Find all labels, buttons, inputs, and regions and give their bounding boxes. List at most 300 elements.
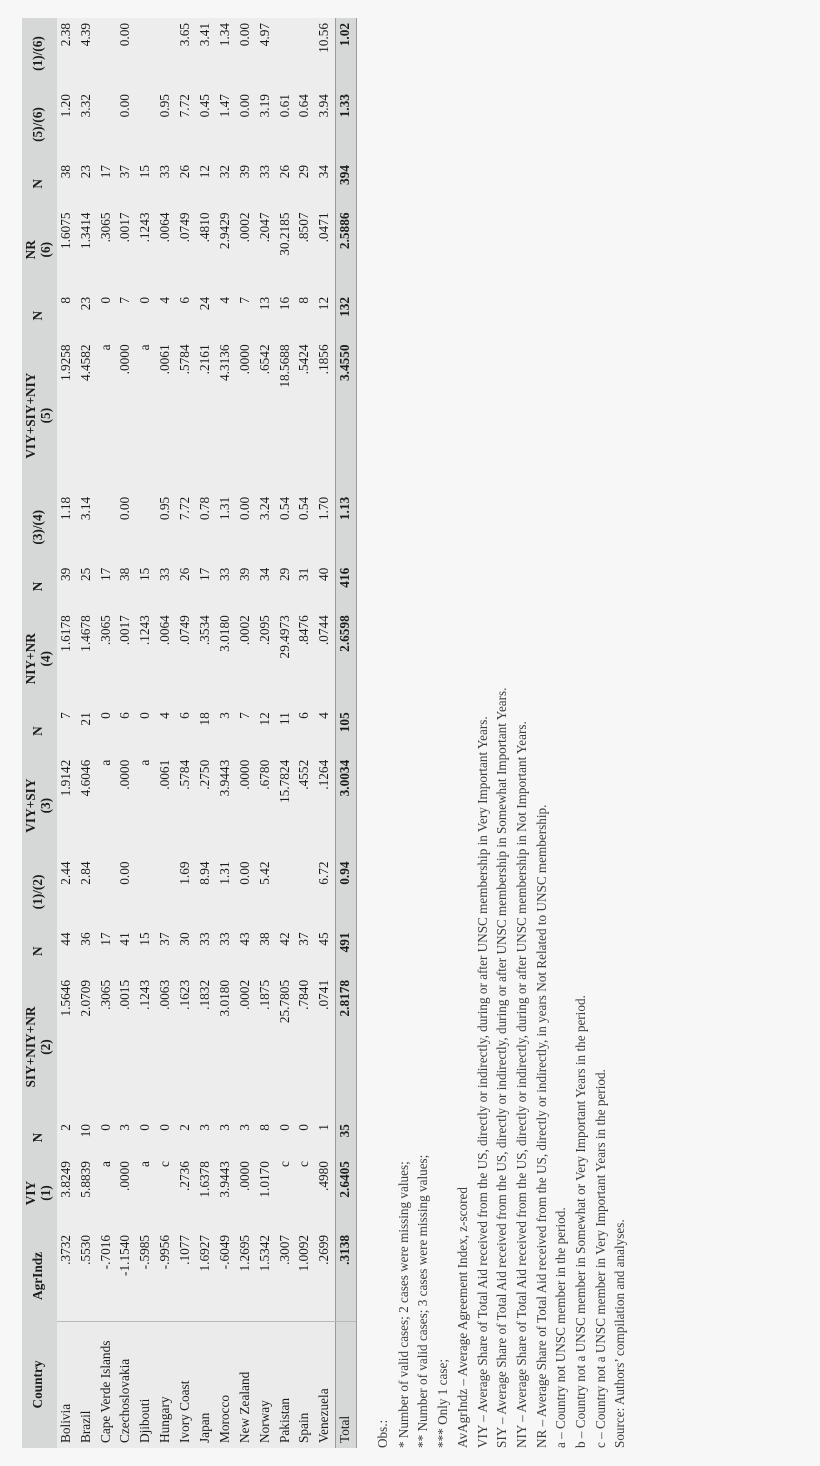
cell-r12: 2.84 — [77, 857, 97, 928]
cell-siy_niy_nr: .7840 — [295, 975, 315, 1119]
cell-country: New Zealand — [236, 1322, 256, 1448]
table-row — [116, 18, 136, 1448]
note-line: NIY – Average Share of Total Aid received from the US, directly or indirectly, during or after UNSC membership in Not Important Years. — [513, 721, 529, 1448]
cell-r12: 5.42 — [256, 857, 276, 928]
cell-n2: 45 — [315, 927, 335, 975]
cell-nr: 2.5886 — [336, 208, 357, 292]
cell-r56: 3.19 — [256, 89, 276, 160]
col-header-nr-label: NR — [23, 240, 38, 260]
cell-niy_nr: 1.6178 — [57, 610, 77, 707]
col-header-viy-num: (1) — [37, 1185, 53, 1201]
cell-niy_nr: .1243 — [136, 610, 156, 707]
cell-r16: 4.97 — [256, 18, 276, 89]
note-line: Source: Authors’ compilation and analyses. — [612, 1219, 628, 1448]
col-header-n6 — [22, 160, 57, 208]
cell-n4: 416 — [336, 563, 357, 611]
cell-r56: 0.00 — [116, 89, 136, 160]
col-header-siy-niy-nr-num: (2) — [37, 1039, 53, 1055]
cell-n6: 12 — [196, 160, 216, 208]
cell-n1: 0 — [276, 1119, 296, 1156]
cell-n6: 37 — [116, 160, 136, 208]
cell-n5: 23 — [77, 292, 97, 340]
cell-n1: 0 — [97, 1119, 117, 1156]
cell-n1: 3 — [196, 1119, 216, 1156]
cell-n5: 6 — [176, 292, 196, 340]
cell-n6: 394 — [336, 160, 357, 208]
cell-country: Ivory Coast — [176, 1322, 196, 1448]
table-row — [97, 18, 117, 1448]
cell-n4: 40 — [315, 563, 335, 611]
cell-viy: .4980 — [315, 1156, 335, 1230]
cell-n4: 39 — [236, 563, 256, 611]
cell-n4: 38 — [116, 563, 136, 611]
cell-niy_nr: .3065 — [97, 610, 117, 707]
cell-siy_niy_nr: 25.7805 — [276, 975, 296, 1119]
table-row — [136, 18, 156, 1448]
cell-viy: .0000 — [236, 1156, 256, 1230]
cell-n6: 39 — [236, 160, 256, 208]
col-header-viy — [22, 1156, 57, 1230]
col-header-niy-nr-label: NIY+NR — [23, 633, 38, 685]
cell-r56: 0.64 — [295, 89, 315, 160]
col-header-ratio-3-4-label: (3)/(4) — [30, 509, 46, 545]
note-line: *** Only 1 case; — [435, 1359, 451, 1448]
cell-n2: 41 — [116, 927, 136, 975]
cell-r56 — [97, 89, 117, 160]
table-row — [295, 18, 315, 1448]
cell-siy_niy_nr: .0002 — [236, 975, 256, 1119]
cell-niy_nr: .0749 — [176, 610, 196, 707]
cell-country: Morocco — [216, 1322, 236, 1448]
col-header-ratio-1-6-label: (1)/(6) — [30, 36, 46, 71]
cell-nr: .0471 — [315, 208, 335, 292]
cell-r12 — [156, 857, 176, 928]
cell-r16: 1.02 — [336, 18, 357, 89]
cell-n2: 17 — [97, 927, 117, 975]
table-row — [276, 18, 296, 1448]
cell-agrindz: -1.1540 — [116, 1230, 136, 1322]
cell-n6: 17 — [97, 160, 117, 208]
cell-r56: 0.45 — [196, 89, 216, 160]
cell-n6: 26 — [276, 160, 296, 208]
cell-niy_nr: .2095 — [256, 610, 276, 707]
cell-n6: 29 — [295, 160, 315, 208]
cell-niy_nr: 1.4678 — [77, 610, 97, 707]
cell-n2: 43 — [236, 927, 256, 975]
cell-n4: 29 — [276, 563, 296, 611]
cell-n1: 0 — [295, 1119, 315, 1156]
cell-niy_nr: 2.6598 — [336, 610, 357, 707]
table-row — [77, 18, 97, 1448]
cell-r34: 3.24 — [256, 492, 276, 563]
aid-unsc-table — [22, 18, 357, 1448]
col-header-viy-siy-niy — [22, 339, 57, 491]
cell-n4: 31 — [295, 563, 315, 611]
cell-n4: 33 — [216, 563, 236, 611]
cell-n5: 0 — [97, 292, 117, 340]
note-line: a – Country not UNSC member in the period. — [553, 1207, 569, 1448]
cell-agrindz: 1.2695 — [236, 1230, 256, 1322]
cell-n6: 32 — [216, 160, 236, 208]
cell-n1: 10 — [77, 1119, 97, 1156]
cell-country: Japan — [196, 1322, 216, 1448]
cell-agrindz: -.5985 — [136, 1230, 156, 1322]
cell-r16: 0.00 — [236, 18, 256, 89]
cell-n2: 33 — [216, 927, 236, 975]
cell-n3: 7 — [57, 707, 77, 755]
cell-r34: 0.78 — [196, 492, 216, 563]
cell-agrindz: 1.5342 — [256, 1230, 276, 1322]
cell-agrindz: .1077 — [176, 1230, 196, 1322]
col-header-siy-niy-nr-label: SIY+NIY+NR — [23, 1006, 38, 1088]
cell-niy_nr: .0002 — [236, 610, 256, 707]
cell-r34: 0.95 — [156, 492, 176, 563]
cell-viy_siy_niy: 4.3136 — [216, 339, 236, 491]
cell-r34 — [136, 492, 156, 563]
cell-nr: .3065 — [97, 208, 117, 292]
cell-r34: 1.13 — [336, 492, 357, 563]
cell-r12: 8.94 — [196, 857, 216, 928]
cell-r16 — [295, 18, 315, 89]
cell-n3: 18 — [196, 707, 216, 755]
col-header-n3 — [22, 707, 57, 755]
cell-n4: 34 — [256, 563, 276, 611]
cell-n1: 8 — [256, 1119, 276, 1156]
cell-nr: .4810 — [196, 208, 216, 292]
col-header-viy-siy-label: VIY+SIY — [23, 778, 38, 833]
cell-country: Brazil — [77, 1322, 97, 1448]
col-header-n1-label: N — [30, 1132, 46, 1143]
cell-r34: 1.31 — [216, 492, 236, 563]
cell-nr: .2047 — [256, 208, 276, 292]
note-line: * Number of valid cases; 2 cases were missing values; — [395, 1161, 411, 1448]
cell-agrindz: .3138 — [336, 1230, 357, 1322]
cell-viy_siy_niy: .0061 — [156, 339, 176, 491]
cell-n5: 24 — [196, 292, 216, 340]
cell-agrindz: .3732 — [57, 1230, 77, 1322]
cell-country: Pakistan — [276, 1322, 296, 1448]
cell-country: Total — [336, 1322, 357, 1448]
cell-n2: 37 — [156, 927, 176, 975]
col-header-nr-num: (6) — [37, 241, 53, 258]
cell-nr: .8507 — [295, 208, 315, 292]
cell-n5: 132 — [336, 292, 357, 340]
cell-r12 — [295, 857, 315, 928]
cell-agrindz: .5530 — [77, 1230, 97, 1322]
cell-siy_niy_nr: .0063 — [156, 975, 176, 1119]
cell-viy_siy: a — [136, 755, 156, 857]
cell-n1: 2 — [176, 1119, 196, 1156]
cell-n2: 44 — [57, 927, 77, 975]
col-header-agrindz — [22, 1230, 57, 1322]
col-header-n4-label: N — [30, 581, 46, 592]
cell-r16: 1.34 — [216, 18, 236, 89]
cell-nr: .1243 — [136, 208, 156, 292]
cell-viy: 3.8249 — [57, 1156, 77, 1230]
cell-viy_siy: .0000 — [116, 755, 136, 857]
cell-viy_siy: a — [97, 755, 117, 857]
cell-n4: 39 — [57, 563, 77, 611]
cell-r12 — [136, 857, 156, 928]
col-header-niy-nr-num: (4) — [37, 651, 53, 667]
cell-r56: 0.00 — [236, 89, 256, 160]
cell-viy_siy_niy: .0000 — [116, 339, 136, 491]
cell-r34: 3.14 — [77, 492, 97, 563]
cell-viy: 2.6405 — [336, 1156, 357, 1230]
cell-r34: 1.18 — [57, 492, 77, 563]
cell-siy_niy_nr: 2.0709 — [77, 975, 97, 1119]
cell-n1: 3 — [216, 1119, 236, 1156]
cell-niy_nr: 29.4973 — [276, 610, 296, 707]
cell-n5: 4 — [216, 292, 236, 340]
cell-n6: 23 — [77, 160, 97, 208]
cell-siy_niy_nr: .1832 — [196, 975, 216, 1119]
cell-n3: 6 — [295, 707, 315, 755]
cell-r16: 4.39 — [77, 18, 97, 89]
table-body — [57, 18, 357, 1448]
cell-r16: 10.56 — [315, 18, 335, 89]
cell-n3: 6 — [176, 707, 196, 755]
cell-viy_siy: .6780 — [256, 755, 276, 857]
cell-nr: 2.9429 — [216, 208, 236, 292]
cell-n2: 491 — [336, 927, 357, 975]
cell-r16 — [276, 18, 296, 89]
col-header-ratio-3-4 — [22, 492, 57, 563]
cell-siy_niy_nr: 2.8178 — [336, 975, 357, 1119]
cell-agrindz: .2699 — [315, 1230, 335, 1322]
cell-n5: 13 — [256, 292, 276, 340]
cell-viy: 1.0170 — [256, 1156, 276, 1230]
cell-r34: 0.00 — [236, 492, 256, 563]
cell-r34: 0.54 — [295, 492, 315, 563]
cell-viy_siy: .4552 — [295, 755, 315, 857]
cell-niy_nr: .0017 — [116, 610, 136, 707]
cell-r34: 0.54 — [276, 492, 296, 563]
cell-country: Norway — [256, 1322, 276, 1448]
col-header-n3-label: N — [30, 726, 46, 736]
col-header-viy-siy-num: (3) — [37, 797, 53, 814]
cell-viy_siy: .0061 — [156, 755, 176, 857]
cell-n2: 42 — [276, 927, 296, 975]
cell-r16: 0.00 — [116, 18, 136, 89]
cell-agrindz: -.7016 — [97, 1230, 117, 1322]
cell-siy_niy_nr: .1243 — [136, 975, 156, 1119]
header-row — [22, 18, 57, 1448]
col-header-viy-siy — [22, 755, 57, 857]
cell-viy: .2736 — [176, 1156, 196, 1230]
cell-r56: 0.61 — [276, 89, 296, 160]
col-header-agrindz-label: AgrIndz — [30, 1251, 46, 1300]
cell-viy_siy_niy: .0000 — [236, 339, 256, 491]
cell-n1: 2 — [57, 1119, 77, 1156]
cell-nr: .0064 — [156, 208, 176, 292]
cell-r12: 1.31 — [216, 857, 236, 928]
cell-viy_siy: 15.7824 — [276, 755, 296, 857]
cell-r56: 1.20 — [57, 89, 77, 160]
cell-n6: 26 — [176, 160, 196, 208]
cell-n2: 38 — [256, 927, 276, 975]
cell-r12: 1.69 — [176, 857, 196, 928]
cell-viy_siy_niy: .6542 — [256, 339, 276, 491]
cell-r56: 0.95 — [156, 89, 176, 160]
note-line: c – Country not a UNSC member in Very Important Years in the period. — [592, 1069, 608, 1448]
cell-viy_siy_niy: a — [136, 339, 156, 491]
cell-n5: 8 — [295, 292, 315, 340]
cell-r12: 0.94 — [336, 857, 357, 928]
cell-viy_siy_niy: 18.5688 — [276, 339, 296, 491]
cell-agrindz: .3007 — [276, 1230, 296, 1322]
note-line: SIY – Average Share of Total Aid received from the US, directly or indirectly, during or after UNSC membership in Somewhat Important Years. — [494, 687, 510, 1448]
cell-r56: 3.94 — [315, 89, 335, 160]
cell-r16 — [136, 18, 156, 89]
col-header-viy-label: VIY — [23, 1180, 38, 1206]
table-row — [57, 18, 77, 1448]
cell-n4: 17 — [196, 563, 216, 611]
cell-viy_siy_niy: .5784 — [176, 339, 196, 491]
cell-country: Spain — [295, 1322, 315, 1448]
cell-nr: 1.6075 — [57, 208, 77, 292]
cell-r16: 3.41 — [196, 18, 216, 89]
cell-siy_niy_nr: 1.5646 — [57, 975, 77, 1119]
cell-r16: 3.65 — [176, 18, 196, 89]
cell-country: Hungary — [156, 1322, 176, 1448]
cell-r34 — [97, 492, 117, 563]
cell-n3: 3 — [216, 707, 236, 755]
cell-r12: 0.00 — [116, 857, 136, 928]
cell-n1: 1 — [315, 1119, 335, 1156]
cell-viy: c — [276, 1156, 296, 1230]
cell-n1: 0 — [156, 1119, 176, 1156]
table-row — [216, 18, 236, 1448]
notes-title: Obs.: — [375, 1419, 391, 1448]
cell-country: Venezuela — [315, 1322, 335, 1448]
col-header-n2-label: N — [30, 946, 46, 956]
table-sheet — [22, 18, 630, 1448]
cell-nr: .0002 — [236, 208, 256, 292]
cell-r12: 6.72 — [315, 857, 335, 928]
col-header-country — [22, 1322, 57, 1448]
cell-viy_siy: 3.9443 — [216, 755, 236, 857]
cell-country: Bolivia — [57, 1322, 77, 1448]
col-header-niy-nr — [22, 610, 57, 707]
cell-nr: 1.3414 — [77, 208, 97, 292]
cell-viy_siy_niy: .1856 — [315, 339, 335, 491]
cell-viy_siy: .2750 — [196, 755, 216, 857]
col-header-ratio-5-6 — [22, 89, 57, 160]
cell-r56: 1.47 — [216, 89, 236, 160]
table-notes — [373, 18, 630, 1448]
cell-agrindz: -.6049 — [216, 1230, 236, 1322]
notes-list — [394, 18, 630, 1448]
cell-siy_niy_nr: 3.0180 — [216, 975, 236, 1119]
col-header-ratio-1-6 — [22, 18, 57, 89]
cell-viy: c — [295, 1156, 315, 1230]
cell-r12 — [276, 857, 296, 928]
cell-n5: 7 — [116, 292, 136, 340]
cell-n4: 25 — [77, 563, 97, 611]
cell-viy_siy_niy: .2161 — [196, 339, 216, 491]
cell-viy_siy: .1264 — [315, 755, 335, 857]
table-header — [22, 18, 57, 1448]
cell-r56 — [136, 89, 156, 160]
cell-n3: 4 — [315, 707, 335, 755]
col-header-siy-niy-nr — [22, 975, 57, 1119]
cell-n5: 16 — [276, 292, 296, 340]
cell-n3: 6 — [116, 707, 136, 755]
cell-r34: 7.72 — [176, 492, 196, 563]
cell-siy_niy_nr: .1875 — [256, 975, 276, 1119]
cell-niy_nr: .0744 — [315, 610, 335, 707]
cell-n6: 15 — [136, 160, 156, 208]
col-header-n2 — [22, 927, 57, 975]
cell-niy_nr: .8476 — [295, 610, 315, 707]
cell-agrindz: 1.0092 — [295, 1230, 315, 1322]
cell-n3: 4 — [156, 707, 176, 755]
cell-n2: 37 — [295, 927, 315, 975]
col-header-viy-siy-niy-label: VIY+SIY+NIY — [23, 372, 38, 459]
cell-viy_siy: 4.6046 — [77, 755, 97, 857]
cell-n1: 3 — [236, 1119, 256, 1156]
cell-country: Djibouti — [136, 1322, 156, 1448]
cell-r16 — [156, 18, 176, 89]
cell-n5: 7 — [236, 292, 256, 340]
cell-siy_niy_nr: .0015 — [116, 975, 136, 1119]
cell-n2: 36 — [77, 927, 97, 975]
cell-n6: 34 — [315, 160, 335, 208]
cell-n5: 8 — [57, 292, 77, 340]
cell-r56: 7.72 — [176, 89, 196, 160]
cell-viy_siy: 3.0034 — [336, 755, 357, 857]
cell-n2: 33 — [196, 927, 216, 975]
cell-viy: c — [156, 1156, 176, 1230]
col-header-ratio-1-2-label: (1)/(2) — [30, 874, 46, 910]
cell-n3: 21 — [77, 707, 97, 755]
cell-n3: 0 — [136, 707, 156, 755]
col-header-n6-label: N — [30, 178, 46, 189]
cell-niy_nr: .3534 — [196, 610, 216, 707]
cell-viy: a — [136, 1156, 156, 1230]
cell-r56: 1.33 — [336, 89, 357, 160]
cell-n3: 11 — [276, 707, 296, 755]
cell-country: Czechoslovakia — [116, 1322, 136, 1448]
cell-r16 — [97, 18, 117, 89]
cell-agrindz: -.9956 — [156, 1230, 176, 1322]
col-header-ratio-1-2 — [22, 857, 57, 928]
cell-n4: 17 — [97, 563, 117, 611]
cell-n6: 38 — [57, 160, 77, 208]
cell-niy_nr: .0064 — [156, 610, 176, 707]
col-header-nr — [22, 208, 57, 292]
cell-viy_siy_niy: 1.9258 — [57, 339, 77, 491]
cell-nr: .0749 — [176, 208, 196, 292]
cell-r12: 0.00 — [236, 857, 256, 928]
cell-agrindz: 1.6927 — [196, 1230, 216, 1322]
cell-viy: 3.9443 — [216, 1156, 236, 1230]
note-line: ** Number of valid cases; 3 cases were missing values; — [415, 1154, 431, 1448]
cell-r12 — [97, 857, 117, 928]
cell-r34: 1.70 — [315, 492, 335, 563]
cell-n5: 12 — [315, 292, 335, 340]
note-line: VIY – Average Share of Total Aid received from the US, directly or indirectly, during or after UNSC membership in Very Important Years. — [474, 716, 490, 1448]
col-header-n4 — [22, 563, 57, 611]
cell-r16: 2.38 — [57, 18, 77, 89]
note-line: AvAgrIndz – Average Agreement Index, z-scored — [454, 1187, 470, 1448]
cell-n6: 33 — [256, 160, 276, 208]
cell-n4: 26 — [176, 563, 196, 611]
table-row — [176, 18, 196, 1448]
cell-siy_niy_nr: .3065 — [97, 975, 117, 1119]
cell-r12: 2.44 — [57, 857, 77, 928]
